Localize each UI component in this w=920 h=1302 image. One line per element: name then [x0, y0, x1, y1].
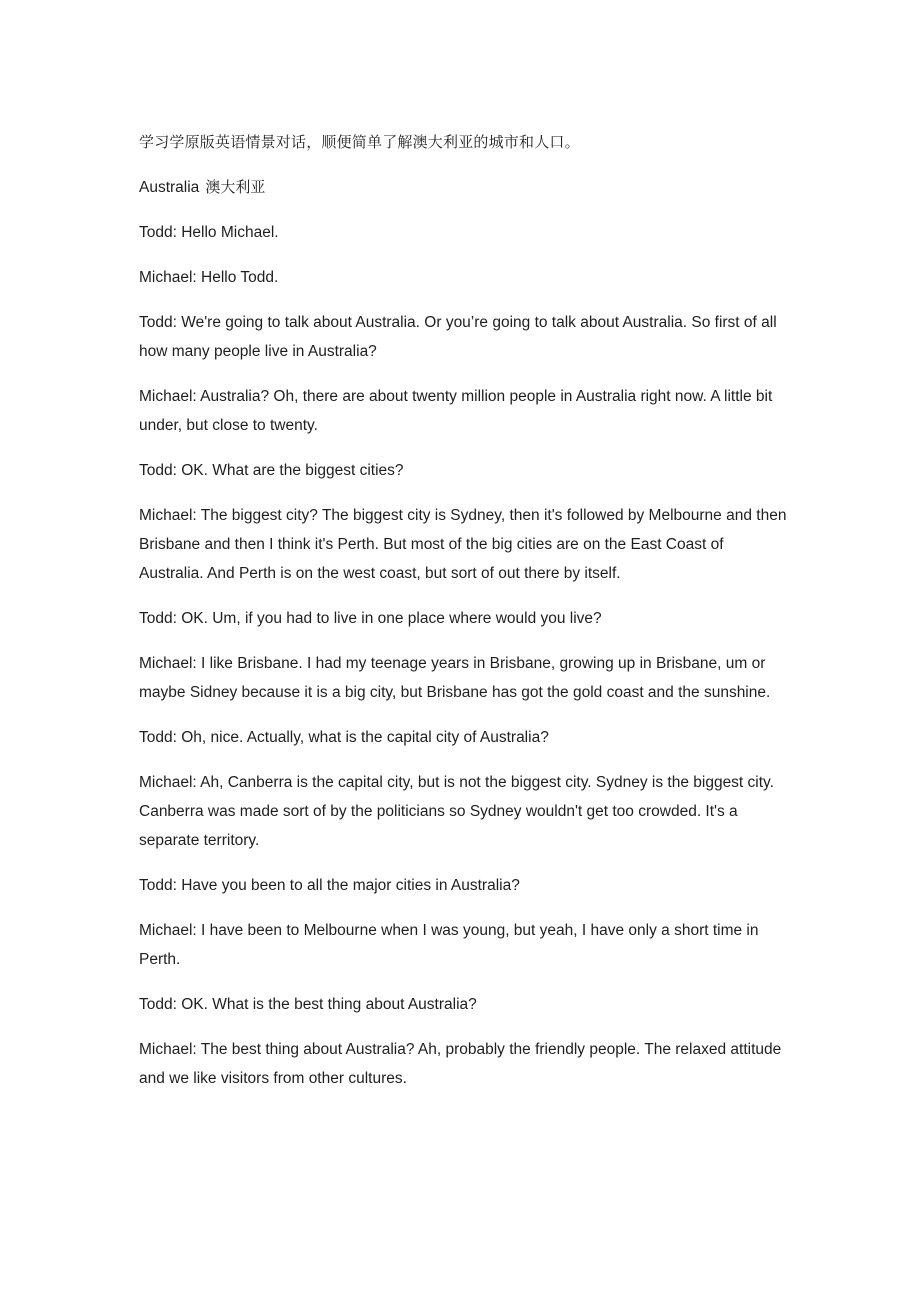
document-title [139, 173, 789, 202]
dialogue-line-3: Todd: We're going to talk about Australia. Or you’re going to talk about Australia. So first of all how many people live in Australia? [139, 314, 777, 360]
intro-line: 学习学原版英语情景对话，顺便简单了解澳大利亚的城市和人口。 [139, 133, 580, 151]
dialogue-line-14: Michael: The best thing about Australia? Ah, probably the friendly people. The relaxed attitude and we like visitors from other cultures. [139, 1041, 782, 1087]
dialogue-line-9: Todd: Oh, nice. Actually, what is the capital city of Australia? [139, 729, 549, 746]
dialogue-line-10: Michael: Ah, Canberra is the capital city, but is not the biggest city. Sydney is the biggest city. Canberra was made sort of by the politicians so Sydney wouldn't get too crowded. It's a separate territory. [139, 774, 774, 849]
dialogue-line-8: Michael: I like Brisbane. I had my teenage years in Brisbane, growing up in Brisbane, um or maybe Sidney because it is a big city, but Brisbane has got the gold coast and the sunshine. [139, 655, 771, 701]
dialogue-line-7: Todd: OK. Um, if you had to live in one place where would you live? [139, 610, 602, 627]
dialogue-line-2: Michael: Hello Todd. [139, 269, 279, 286]
dialogue-line-12: Michael: I have been to Melbourne when I was young, but yeah, I have only a short time in Perth. [139, 922, 759, 968]
title-chinese: 澳大利亚 [205, 178, 266, 196]
dialogue-line-6: Michael: The biggest city? The biggest city is Sydney, then it's followed by Melbourne and then Brisbane and then I think it's Perth. But most of the big cities are on the East Coast of Australia. And Perth is on the west coast, but sort of out there by itself. [139, 507, 787, 582]
dialogue-line-11: Todd: Have you been to all the major cities in Australia? [139, 877, 520, 894]
dialogue-line-13: Todd: OK. What is the best thing about Australia? [139, 996, 477, 1013]
dialogue-line-5: Todd: OK. What are the biggest cities? [139, 462, 404, 479]
dialogue-line-4: Michael: Australia? Oh, there are about twenty million people in Australia right now. A little bit under, but close to twenty. [139, 388, 773, 434]
dialogue-line-1: Todd: Hello Michael. [139, 224, 279, 241]
title-english: Australia [139, 179, 200, 196]
document-body [139, 128, 789, 1109]
